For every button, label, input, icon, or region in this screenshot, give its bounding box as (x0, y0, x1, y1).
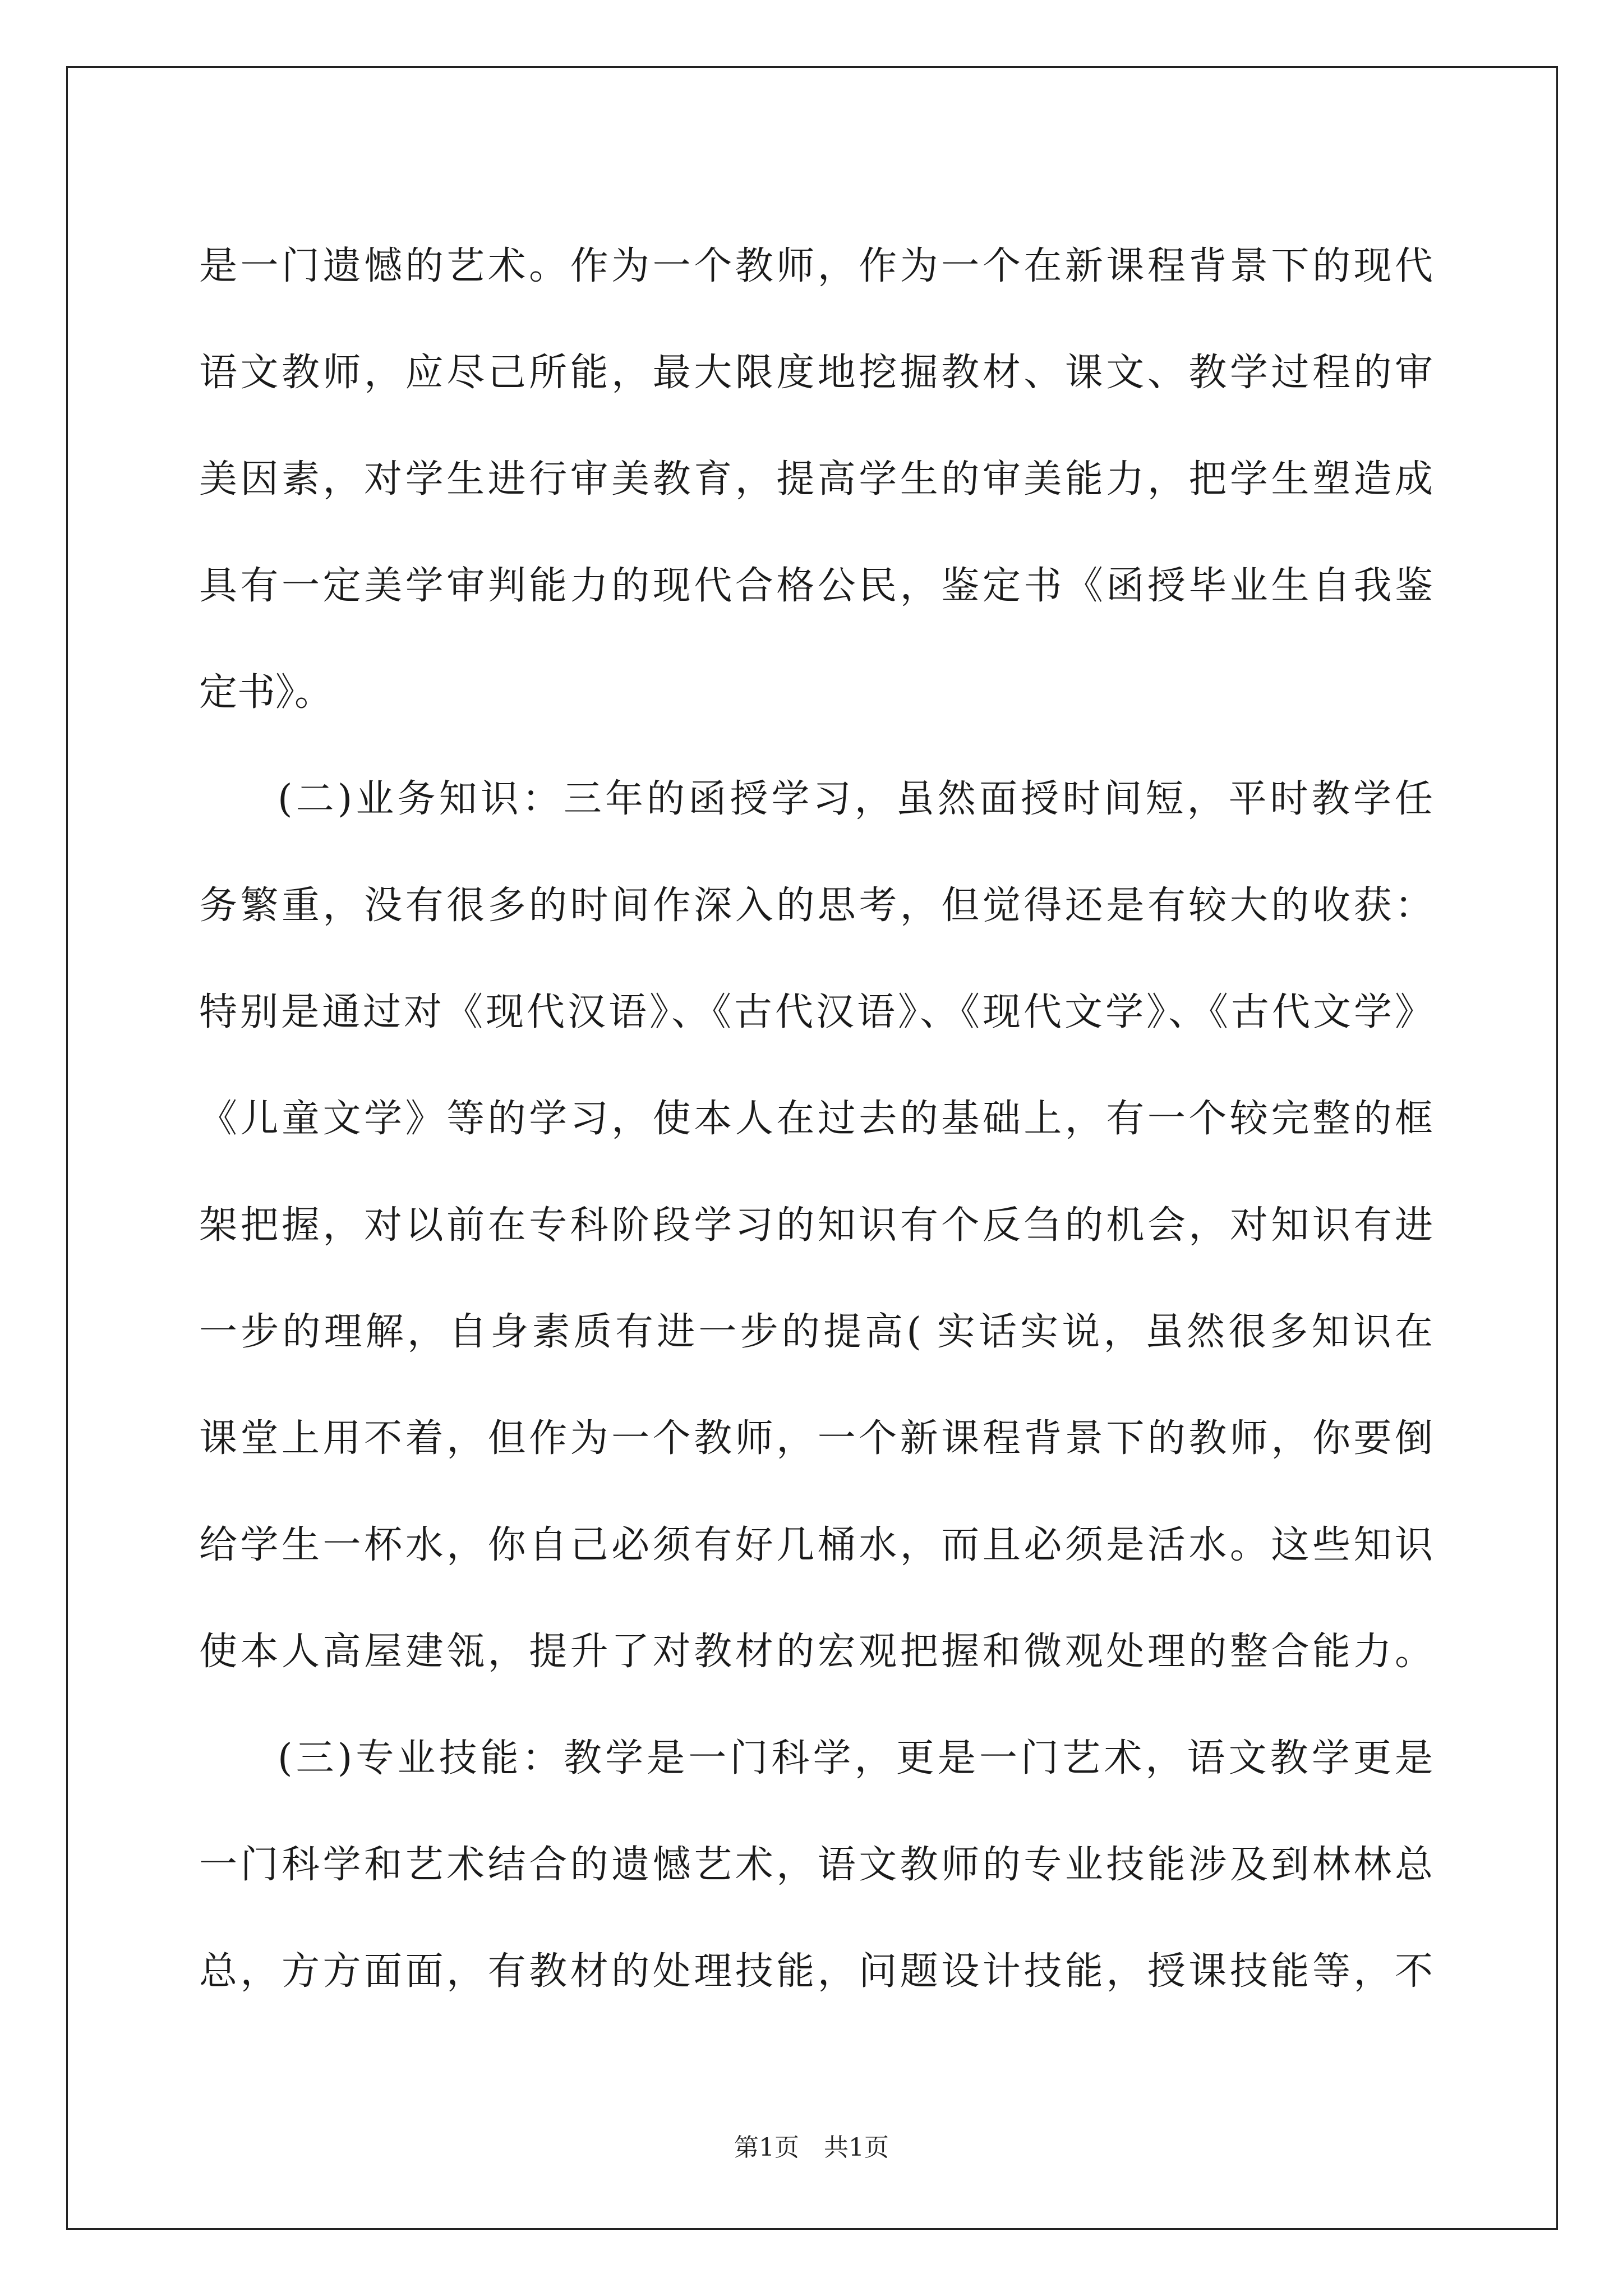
text-line: 语文教师，应尽己所能，最大限度地挖掘教材、课文、教学过程的审 (199, 351, 1433, 395)
text-line: 务繁重，没有很多的时间作深入的思考，但觉得还是有较大的收获： (199, 884, 1433, 928)
text-line: 使本人高屋建瓴，提升了对教材的宏观把握和微观处理的整合能力。 (199, 1630, 1433, 1674)
text-line: 《儿童文学》等的学习，使本人在过去的基础上，有一个较完整的框 (199, 1097, 1433, 1141)
text-line: 定书》。 (199, 670, 333, 715)
text-line: 总，方方面面，有教材的处理技能，问题设计技能，授课技能等，不 (199, 1949, 1433, 1994)
text-line: 一步的理解，自身素质有进一步的提高( 实话实说，虽然很多知识在 (199, 1310, 1433, 1354)
document-body (199, 213, 1433, 2025)
text-line: 美因素，对学生进行审美教育，提高学生的审美能力，把学生塑造成 (199, 457, 1433, 501)
text-line: 具有一定美学审判能力的现代合格公民，鉴定书《函授毕业生自我鉴 (199, 564, 1433, 608)
text-line: 给学生一杯水，你自己必须有好几桶水，而且必须是活水。这些知识 (199, 1523, 1433, 1567)
text-line: 架把握，对以前在专科阶段学习的知识有个反刍的机会，对知识有进 (199, 1203, 1433, 1248)
text-line: 特别是通过对《现代汉语》、《古代汉语》、《现代文学》、《古代文学》 (199, 990, 1433, 1034)
paragraph-start-line: (二)业务知识：三年的函授学习，虽然面授时间短，平时教学任 (278, 777, 1433, 821)
text-line: 是一门遗憾的艺术。作为一个教师，作为一个在新课程背景下的现代 (199, 244, 1433, 288)
page-footer: 第1页 共1页 (734, 2133, 889, 2162)
paragraph-start-line: (三)专业技能：教学是一门科学，更是一门艺术，语文教学更是 (278, 1736, 1433, 1780)
text-line: 一门科学和艺术结合的遗憾艺术，语文教师的专业技能涉及到林林总 (199, 1843, 1433, 1887)
text-line: 课堂上用不着，但作为一个教师，一个新课程背景下的教师，你要倒 (199, 1416, 1433, 1461)
